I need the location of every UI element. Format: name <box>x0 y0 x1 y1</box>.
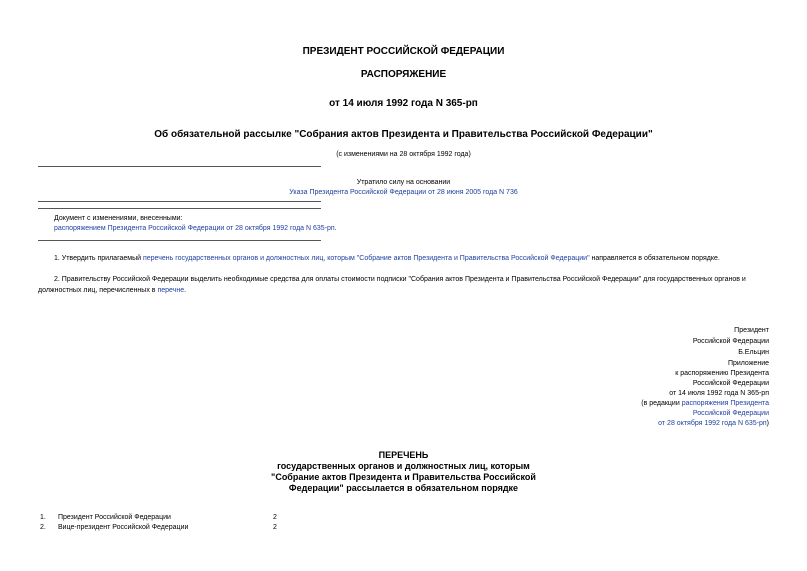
appendix-ref-1: к распоряжению Президента <box>675 370 769 377</box>
appendix-ref-3: от 14 июля 1992 года N 365-рп <box>669 390 769 397</box>
signature-title-2: Российской Федерации <box>692 338 769 345</box>
document-title: Об обязательной рассылке "Собрания актов Президента и Правительства Российской Федерации" <box>154 129 653 140</box>
signature-name: Б.Ельцин <box>738 349 769 356</box>
appendix-label: Приложение <box>727 360 769 367</box>
appendix-edition-2[interactable]: Российской Федерации <box>692 410 769 417</box>
amendment-note: (с изменениями на 28 октября 1992 года) <box>336 151 471 158</box>
list-link[interactable]: перечень государственных органов и должностных лиц, которым "Собрание актов Президента и Правительства Российской Федерации" <box>142 255 590 262</box>
list-title: ПЕРЕЧЕНЬ <box>378 450 429 460</box>
appendix-edition-1: (в редакции распоряжения Президента <box>641 400 769 407</box>
changes-link[interactable]: распоряжением Президента Российской Федерации от 28 октября 1992 года N 635-рп <box>54 225 335 232</box>
edition-link-date[interactable]: от 28 октября 1992 года N 635-рп <box>658 420 767 427</box>
list-subtitle-3: Федерации" рассылается в обязательном порядке <box>288 483 519 493</box>
changes-label: Документ с изменениями, внесенными: <box>54 215 183 222</box>
separator-line <box>38 166 321 167</box>
list-item-quantity: 2 <box>273 514 277 521</box>
signature-title: Президент <box>734 327 769 334</box>
list-item-quantity: 2 <box>273 524 277 531</box>
document-date-number: от 14 июля 1992 года N 365-рп <box>329 98 478 109</box>
separator-line <box>38 201 321 202</box>
changes-reference: распоряжением Президента Российской Федерации от 28 октября 1992 года N 635-рп. <box>54 225 337 232</box>
separator-line <box>38 208 321 209</box>
invalidation-link[interactable]: Указа Президента Российской Федерации от 28 июня 2005 года N 736 <box>289 189 518 196</box>
list-item-name: Президент Российской Федерации <box>58 514 171 521</box>
edition-link[interactable]: распоряжения Президента <box>681 400 769 407</box>
list-item-number: 1. <box>40 514 46 521</box>
list-item-name: Вице-президент Российской Федерации <box>58 524 189 531</box>
list-subtitle-2: "Собрание актов Президента и Правительства Российской <box>271 472 536 482</box>
document-type: РАСПОРЯЖЕНИЕ <box>360 69 447 80</box>
separator-line <box>38 240 321 241</box>
list-item-number: 2. <box>40 524 46 531</box>
paragraph-2-line-2: должностных лиц, перечисленных в перечне. <box>38 287 187 294</box>
issuing-authority: ПРЕЗИДЕНТ РОССИЙСКОЙ ФЕДЕРАЦИИ <box>302 46 505 57</box>
perechen-link[interactable]: перечне <box>157 287 185 294</box>
paragraph-1: 1. Утвердить прилагаемый перечень государственных органов и должностных лиц, которым "Собрание актов Президента и Правительства Российской Федерации" направляется в обязательном порядке. <box>54 255 720 262</box>
appendix-ref-2: Российской Федерации <box>692 380 769 387</box>
paragraph-2-line-1: 2. Правительству Российской Федерации выделить необходимые средства для оплаты стоимости подписки "Собрания актов Президента и Правительства Российской Федерации" для государственных органов и <box>54 276 746 283</box>
invalidation-label: Утратило силу на основании <box>356 179 451 186</box>
appendix-edition-3: от 28 октября 1992 года N 635-рп) <box>658 420 769 427</box>
list-subtitle-1: государственных органов и должностных лиц, которым <box>277 461 530 471</box>
